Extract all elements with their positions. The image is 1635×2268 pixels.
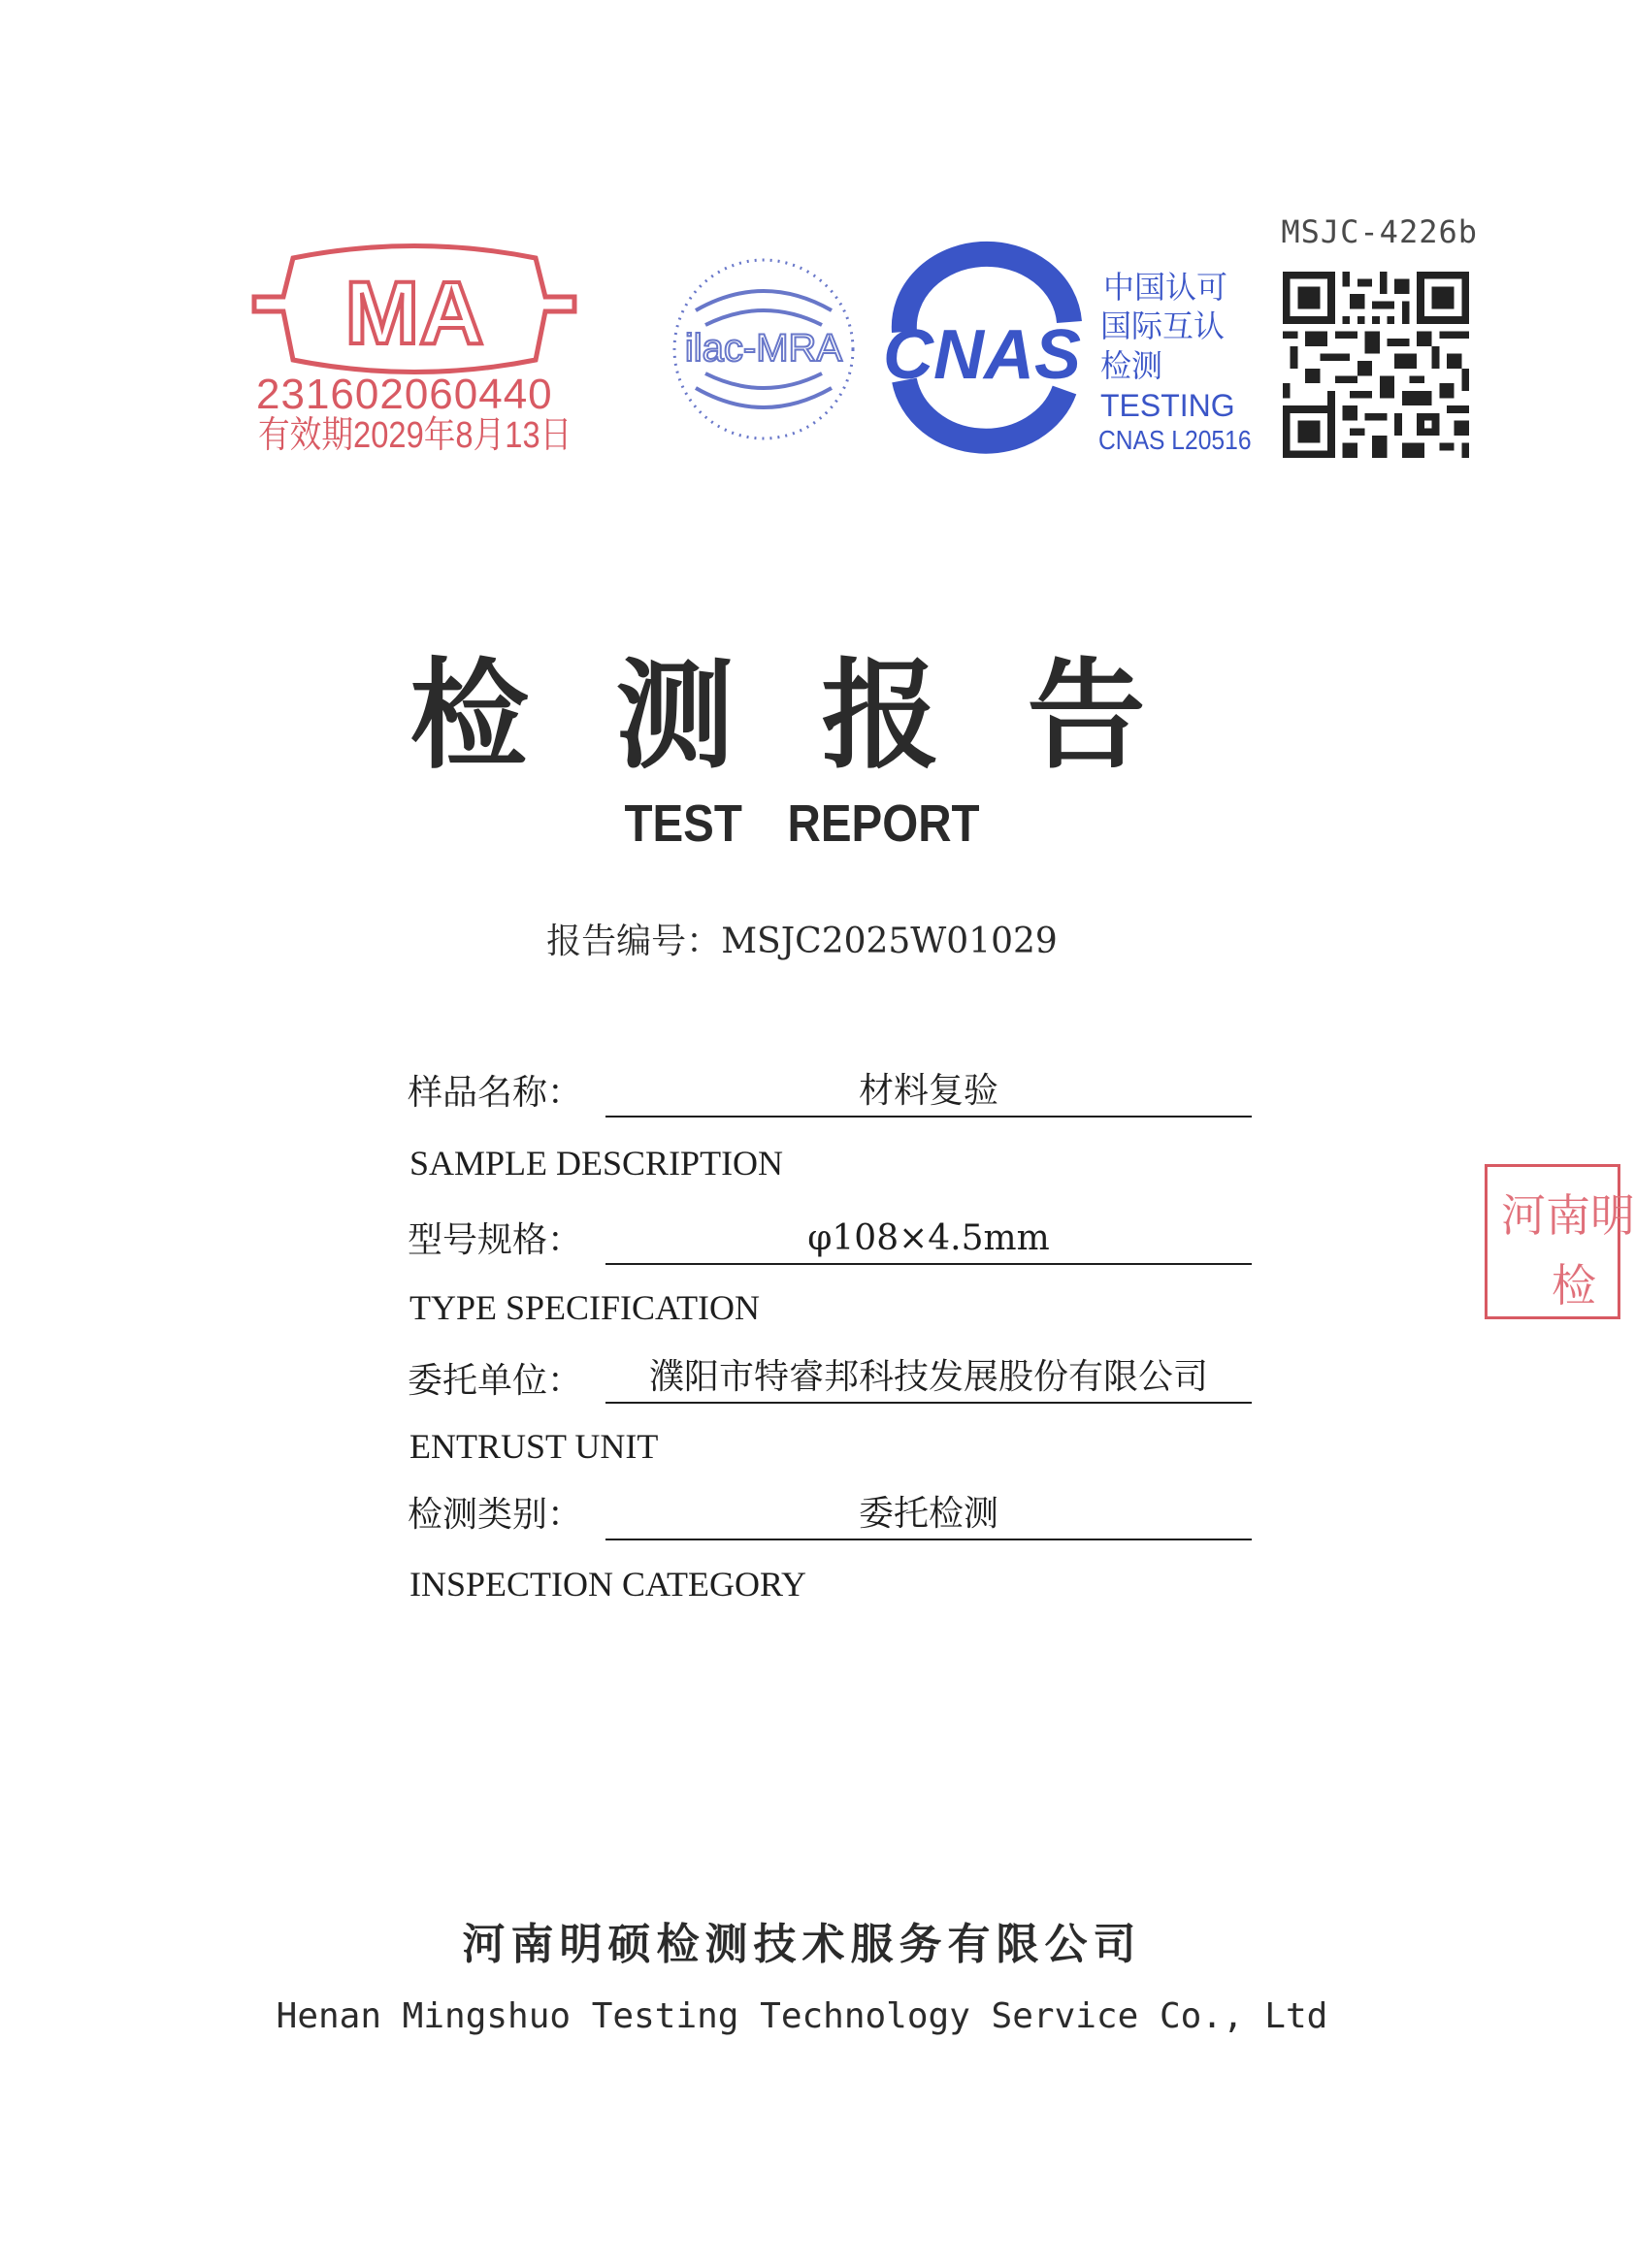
cnas-line: 国际互认: [1100, 308, 1226, 343]
ilac-mra-logo-icon: [662, 252, 866, 446]
cnas-accreditation-number: CNAS L20516: [1098, 425, 1252, 455]
cnas-logo-icon: [866, 264, 1098, 443]
company-stamp-partial: [1485, 1164, 1635, 1319]
stamp-text: 河南明: [1501, 1189, 1635, 1242]
inspection-category-label-english: INSPECTION CATEGORY: [409, 1565, 807, 1604]
cnas-line: 中国认可: [1103, 270, 1228, 305]
report-number: [0, 914, 1604, 963]
sample-name-label-english: SAMPLE DESCRIPTION: [409, 1144, 784, 1183]
document-code: MSJC-4226b: [1281, 213, 1478, 250]
ilac-mark: ilac-MRA: [684, 327, 843, 370]
inspection-category-value: 委托检测: [605, 1490, 1252, 1540]
entrust-unit-label-english: ENTRUST UNIT: [409, 1427, 659, 1466]
entrust-unit-label: 委托单位：: [408, 1361, 583, 1401]
page-title-english: TEST REPORT: [624, 794, 980, 853]
report-number-label: 报告编号：: [546, 922, 722, 961]
company-name-english: Henan Mingshuo Testing Technology Service Co., Ltd: [276, 1996, 1328, 2036]
inspection-category-label: 检测类别：: [408, 1495, 583, 1535]
company-name: 河南明硕检测技术服务有限公司: [462, 1920, 1142, 1969]
cma-mark: MA: [344, 264, 484, 363]
type-spec-label-english: TYPE SPECIFICATION: [409, 1288, 761, 1327]
page-title: 检测报告: [409, 645, 1233, 785]
cma-validity: 有效期2029年8月13日: [258, 415, 572, 456]
sample-name-value: 材料复验: [605, 1067, 1252, 1118]
entrust-unit-value: 濮阳市特睿邦科技发展股份有限公司: [605, 1353, 1252, 1404]
cnas-line: TESTING: [1100, 388, 1235, 423]
cnas-line: 检测: [1100, 348, 1163, 383]
stamp-text: 检: [1552, 1259, 1596, 1312]
type-spec-value: φ108×4.5mm: [605, 1215, 1252, 1265]
qr-code: [1283, 272, 1469, 458]
cma-number: 231602060440: [256, 371, 553, 418]
cnas-mark: CNAS: [882, 316, 1082, 394]
type-spec-label: 型号规格：: [408, 1220, 583, 1260]
sample-name-label: 样品名称：: [408, 1073, 583, 1113]
report-number-value: MSJC2025W01029: [721, 922, 1058, 961]
